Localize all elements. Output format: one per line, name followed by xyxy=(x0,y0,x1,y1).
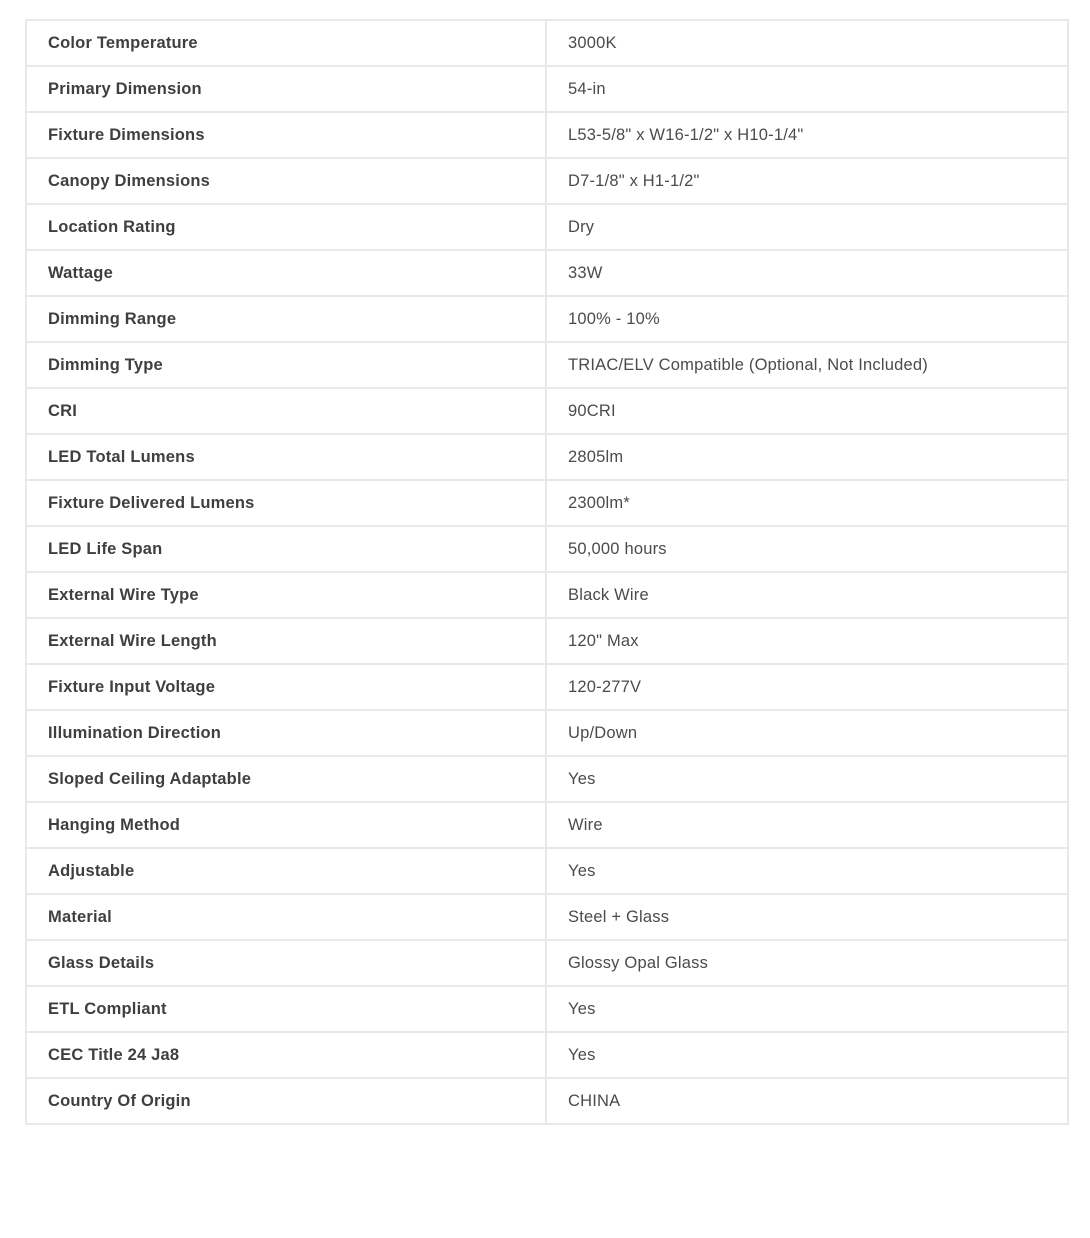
spec-label: LED Total Lumens xyxy=(26,434,546,480)
spec-label: Wattage xyxy=(26,250,546,296)
spec-value: 100% - 10% xyxy=(546,296,1068,342)
spec-row xyxy=(26,342,1068,388)
spec-row xyxy=(26,940,1068,986)
spec-label: Sloped Ceiling Adaptable xyxy=(26,756,546,802)
product-specifications-table xyxy=(25,19,1069,1125)
spec-value: Dry xyxy=(546,204,1068,250)
spec-row xyxy=(26,664,1068,710)
spec-row xyxy=(26,158,1068,204)
spec-row xyxy=(26,250,1068,296)
spec-label: CEC Title 24 Ja8 xyxy=(26,1032,546,1078)
spec-row xyxy=(26,1078,1068,1124)
spec-label: ETL Compliant xyxy=(26,986,546,1032)
spec-value: Yes xyxy=(546,756,1068,802)
spec-label: External Wire Type xyxy=(26,572,546,618)
spec-label: Fixture Dimensions xyxy=(26,112,546,158)
spec-value: 2300lm* xyxy=(546,480,1068,526)
spec-label: Color Temperature xyxy=(26,20,546,66)
spec-value: TRIAC/ELV Compatible (Optional, Not Included) xyxy=(546,342,1068,388)
spec-label: Canopy Dimensions xyxy=(26,158,546,204)
spec-label: Dimming Range xyxy=(26,296,546,342)
spec-label: Country Of Origin xyxy=(26,1078,546,1124)
spec-table-body xyxy=(26,20,1068,1124)
spec-value: Up/Down xyxy=(546,710,1068,756)
spec-value: 2805lm xyxy=(546,434,1068,480)
spec-row xyxy=(26,986,1068,1032)
spec-row xyxy=(26,480,1068,526)
spec-row xyxy=(26,756,1068,802)
spec-label: Fixture Delivered Lumens xyxy=(26,480,546,526)
spec-label: Hanging Method xyxy=(26,802,546,848)
spec-row xyxy=(26,20,1068,66)
spec-row xyxy=(26,66,1068,112)
spec-value: Steel + Glass xyxy=(546,894,1068,940)
spec-value: D7-1/8" x H1-1/2" xyxy=(546,158,1068,204)
spec-value: 120" Max xyxy=(546,618,1068,664)
spec-value: Yes xyxy=(546,848,1068,894)
spec-row xyxy=(26,388,1068,434)
spec-value: L53-5/8" x W16-1/2" x H10-1/4" xyxy=(546,112,1068,158)
spec-row xyxy=(26,710,1068,756)
spec-value: 50,000 hours xyxy=(546,526,1068,572)
spec-value: 120-277V xyxy=(546,664,1068,710)
spec-value: 3000K xyxy=(546,20,1068,66)
spec-row xyxy=(26,572,1068,618)
spec-row xyxy=(26,618,1068,664)
spec-row xyxy=(26,204,1068,250)
spec-label: Fixture Input Voltage xyxy=(26,664,546,710)
spec-value: 54-in xyxy=(546,66,1068,112)
spec-row xyxy=(26,802,1068,848)
spec-value: 33W xyxy=(546,250,1068,296)
spec-label: Material xyxy=(26,894,546,940)
spec-label: CRI xyxy=(26,388,546,434)
spec-label: Dimming Type xyxy=(26,342,546,388)
spec-row xyxy=(26,848,1068,894)
spec-row xyxy=(26,526,1068,572)
spec-value: Glossy Opal Glass xyxy=(546,940,1068,986)
spec-value: Wire xyxy=(546,802,1068,848)
spec-row xyxy=(26,1032,1068,1078)
spec-row xyxy=(26,112,1068,158)
spec-label: Glass Details xyxy=(26,940,546,986)
spec-row xyxy=(26,296,1068,342)
spec-row xyxy=(26,434,1068,480)
spec-value: 90CRI xyxy=(546,388,1068,434)
spec-value: Yes xyxy=(546,1032,1068,1078)
spec-label: Location Rating xyxy=(26,204,546,250)
spec-label: Primary Dimension xyxy=(26,66,546,112)
spec-row xyxy=(26,894,1068,940)
spec-label: Adjustable xyxy=(26,848,546,894)
spec-value: CHINA xyxy=(546,1078,1068,1124)
spec-value: Black Wire xyxy=(546,572,1068,618)
spec-label: LED Life Span xyxy=(26,526,546,572)
spec-label: Illumination Direction xyxy=(26,710,546,756)
spec-label: External Wire Length xyxy=(26,618,546,664)
spec-value: Yes xyxy=(546,986,1068,1032)
